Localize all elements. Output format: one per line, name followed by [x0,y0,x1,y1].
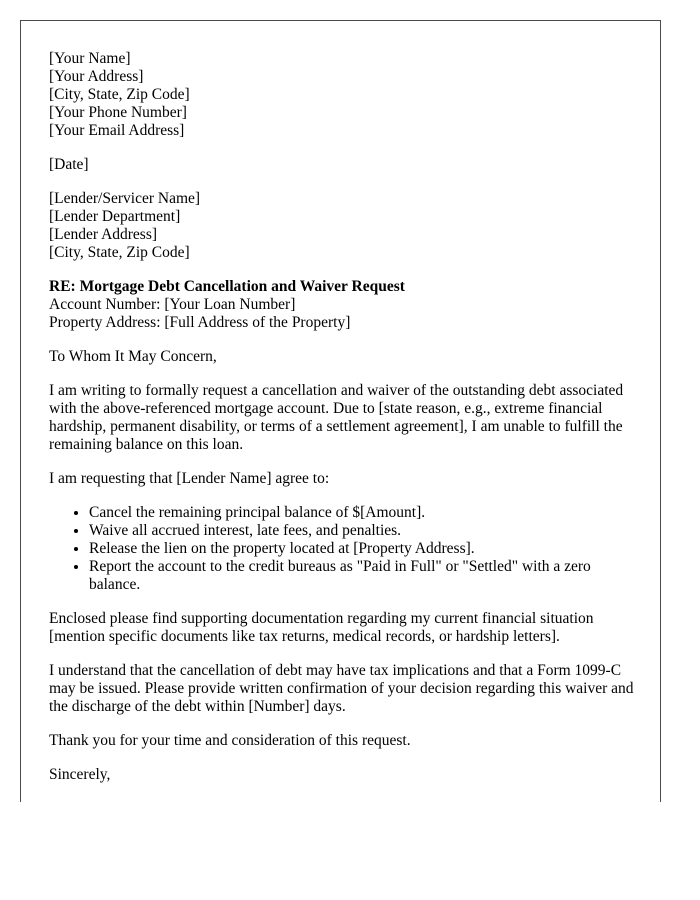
subject-block [49,278,639,332]
recipient-name: [Lender/Servicer Name] [49,190,201,207]
sender-address: [Your Address] [49,68,144,85]
intro-paragraph: I am writing to formally request a cancellation and waiver of the outstanding debt associated with the above-referenced mortgage account. Due to [state reason, e.g., extreme financial hardship, permanent disability, or terms of a settlement agreement], I am unable to fulfill the remaining balance on this loan. [49,382,624,453]
sender-name: [Your Name] [49,50,131,67]
account-number-line: Account Number: [Your Loan Number] [49,296,296,313]
subject-re-line: RE: Mortgage Debt Cancellation and Waiver Request [49,278,405,295]
recipient-block [49,190,639,262]
sender-phone: [Your Phone Number] [49,104,187,121]
recipient-city-state-zip: [City, State, Zip Code] [49,244,190,261]
letter-page [20,20,661,802]
letter-date: [Date] [49,156,89,173]
sender-block [49,50,639,140]
recipient-department: [Lender Department] [49,208,181,225]
list-item: • Waive all accrued interest, late fees, and penalties. [89,522,639,540]
salutation: To Whom It May Concern, [49,348,217,365]
thanks-paragraph: Thank you for your time and consideration of this request. [49,732,411,749]
request-list [49,504,639,594]
letter-body [49,50,639,800]
list-item: • Cancel the remaining principal balance of $[Amount]. [89,504,639,522]
list-item: • Release the lien on the property located at [Property Address]. [89,540,639,558]
sender-email: [Your Email Address] [49,122,185,139]
property-address-line: Property Address: [Full Address of the Property] [49,314,351,331]
date-block [49,156,639,174]
closing: Sincerely, [49,766,111,783]
request-lead-paragraph: I am requesting that [Lender Name] agree to: [49,470,330,487]
enclosed-paragraph: Enclosed please find supporting documentation regarding my current financial situation [mention specific documents like tax returns, medical records, or hardship letters]. [49,610,594,645]
recipient-address: [Lender Address] [49,226,158,243]
list-item: • Report the account to the credit bureaus as "Paid in Full" or "Settled" with a zero balance. [89,558,639,594]
sender-city-state-zip: [City, State, Zip Code] [49,86,190,103]
tax-paragraph: I understand that the cancellation of debt may have tax implications and that a Form 1099-C may be issued. Please provide written confirmation of your decision regarding this waiver and the discharge of the debt within [Number] days. [49,662,634,715]
